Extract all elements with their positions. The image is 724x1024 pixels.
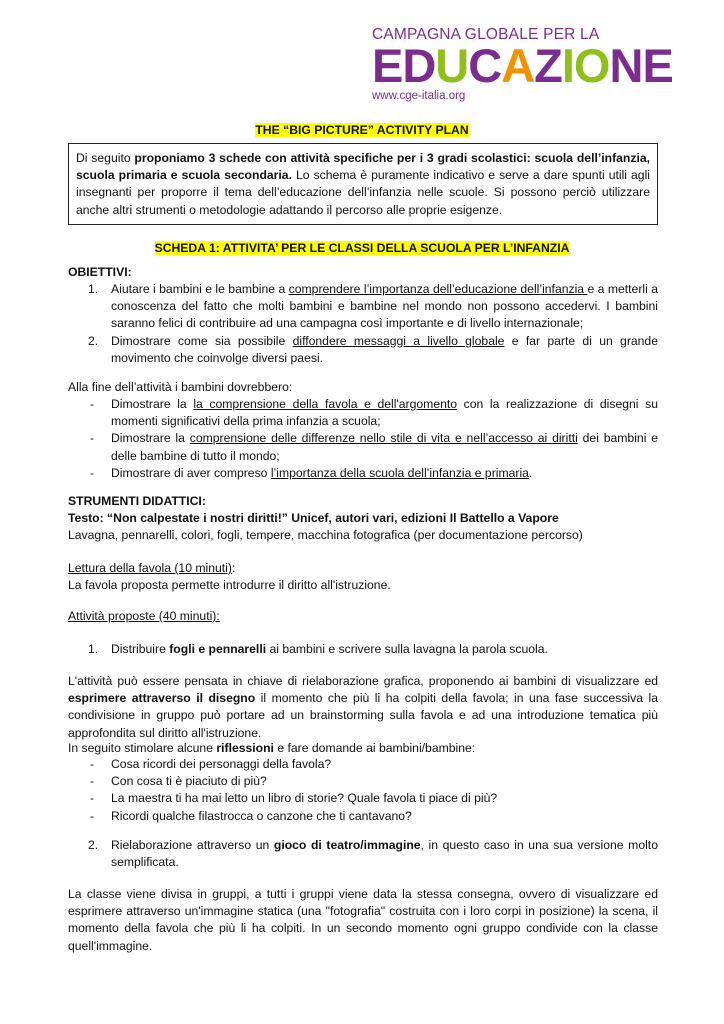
paragraph-rielaborazione: L'attività può essere pensata in chiave di rielaborazione grafica, proponendo ai bambini di visualizzare ed esprimere attraverso il disegno il momento che più li ha colpiti della favola; in una fase successiva la condivisione in gruppo può portare ad un brainstorming sulla favola e ad una introduzione tematica più approfondita sul diritto all'istruzione. bbox=[68, 674, 658, 740]
logo-tagline: CAMPAGNA GLOBALE PER LA bbox=[372, 26, 600, 43]
attivita-heading: Attività proposte (40 minuti): bbox=[68, 609, 220, 623]
list-item: 1. Distribuire fogli e pennarelli ai bambini e scrivere sulla lavagna la parola scuola. bbox=[88, 642, 548, 656]
list-item: 2. Dimostrare come sia possibile diffondere messaggi a livello globale e far parte di un grande movimento che coinvolge diversi paesi. bbox=[88, 333, 658, 365]
list-item: - La maestra ti ha mai letto un libro di storie? Quale favola ti piace di più? bbox=[90, 791, 498, 806]
logo-wordmark bbox=[372, 39, 673, 92]
list-item: - Cosa ricordi dei personaggi della favola? bbox=[90, 757, 332, 771]
attivita-list bbox=[68, 641, 658, 658]
fine-intro: Alla fine dell’attività i bambini dovrebbero: bbox=[68, 380, 293, 394]
list-item: - Ricordi qualche filastrocca o canzone che ti cantavano? bbox=[90, 808, 412, 823]
list-item: - Dimostrare la comprensione delle differenze nello stile di vita e nell’accesso ai diritti dei bambini e delle bambine di tutto il mondo; bbox=[90, 431, 658, 463]
fine-list bbox=[68, 396, 658, 482]
list-item: - Dimostrare di aver compreso l’importanza della scuola dell’infanzia e primaria. bbox=[90, 465, 533, 480]
logo-part-4: A bbox=[501, 39, 535, 92]
campaign-logo bbox=[372, 26, 672, 102]
logo-part-3: C bbox=[468, 39, 502, 92]
list-item: 1. Aiutare i bambini e le bambine a comprendere l’importanza dell’educazione dell’infanzia e a metterli a conoscenza del fatto che molti bambini e bambine nel mondo non possono accedervi. I bambini saranno felici di contribuire ad una campagna così importante e di livello internazionale; bbox=[88, 282, 658, 331]
strumenti-testo: Testo: “Non calpestate i nostri diritti!” Unicef, autori vari, edizioni Il Battello a Vapore bbox=[68, 511, 559, 526]
intro-box: Di seguito proponiamo 3 schede con attività specifiche per i 3 gradi scolastici: scuola dell’infanzia, scuola primaria e scuola secondaria. Lo schema è puramente indicativo e serve a dare spunti utili agli insegnanti per proporre il tema dell’educazione dell’infanzia nelle scuole. Si possono perciò utilizzare anche altri strumenti o metodologie adattando il percorso alle proprie esigenze. bbox=[68, 143, 658, 225]
list-item: - Dimostrare la la comprensione della favola e dell'argomento con la realizzazione di disegni su momenti significativi della prima infanzia a scuola; bbox=[90, 397, 658, 429]
logo-part-2: U bbox=[435, 39, 469, 92]
paragraph-gruppi: La classe viene divisa in gruppi, a tutti i gruppi viene data la stessa consegna, ovvero di visualizzare ed esprimere attraverso un'immagine statica (una "fotografia" costruita con i loro corpi in posizione) la scena, il momento della favola che più li ha colpiti. In un secondo momento ogni gruppo condivide con la classe quell'immagine. bbox=[68, 887, 658, 953]
logo-part-6: IO bbox=[561, 39, 610, 92]
logo-part-1: ED bbox=[372, 39, 436, 92]
strumenti-heading: STRUMENTI DIDATTICI: bbox=[68, 494, 206, 508]
list-item: 2. Rielaborazione attraverso un gioco di teatro/immagine, in questo caso in una sua versione molto semplificata. bbox=[88, 838, 658, 870]
logo-part-7: NE bbox=[609, 39, 673, 92]
lettura-text: La favola proposta permette introdurre il diritto all'istruzione. bbox=[68, 578, 391, 593]
strumenti-materiali: Lavagna, pennarelli, colori, fogli, tempere, macchina fotografica (per documentazione percorso) bbox=[68, 528, 583, 543]
lettura-heading: Lettura della favola (10 minuti): bbox=[68, 561, 236, 575]
logo-url: www.cge-italia.org bbox=[372, 90, 466, 102]
obiettivi-heading: OBIETTIVI: bbox=[68, 265, 132, 279]
page-title: THE “BIG PICTURE” ACTIVITY PLAN bbox=[255, 123, 469, 137]
list-item: - Con cosa ti è piaciuto di più? bbox=[90, 774, 267, 789]
obiettivi-list bbox=[68, 281, 658, 367]
domande-list bbox=[68, 756, 658, 825]
stimolare-line: In seguito stimolare alcune riflessioni e fare domande ai bambini/bambine: bbox=[68, 741, 476, 755]
strumenti-section bbox=[68, 493, 658, 545]
logo-part-5: Z bbox=[534, 39, 562, 92]
scheda-title: SCHEDA 1: ATTIVITA’ PER LE CLASSI DELLA SCUOLA PER L’INFANZIA bbox=[154, 241, 570, 255]
attivita-list-2 bbox=[68, 837, 658, 871]
lettura-section bbox=[68, 560, 658, 594]
